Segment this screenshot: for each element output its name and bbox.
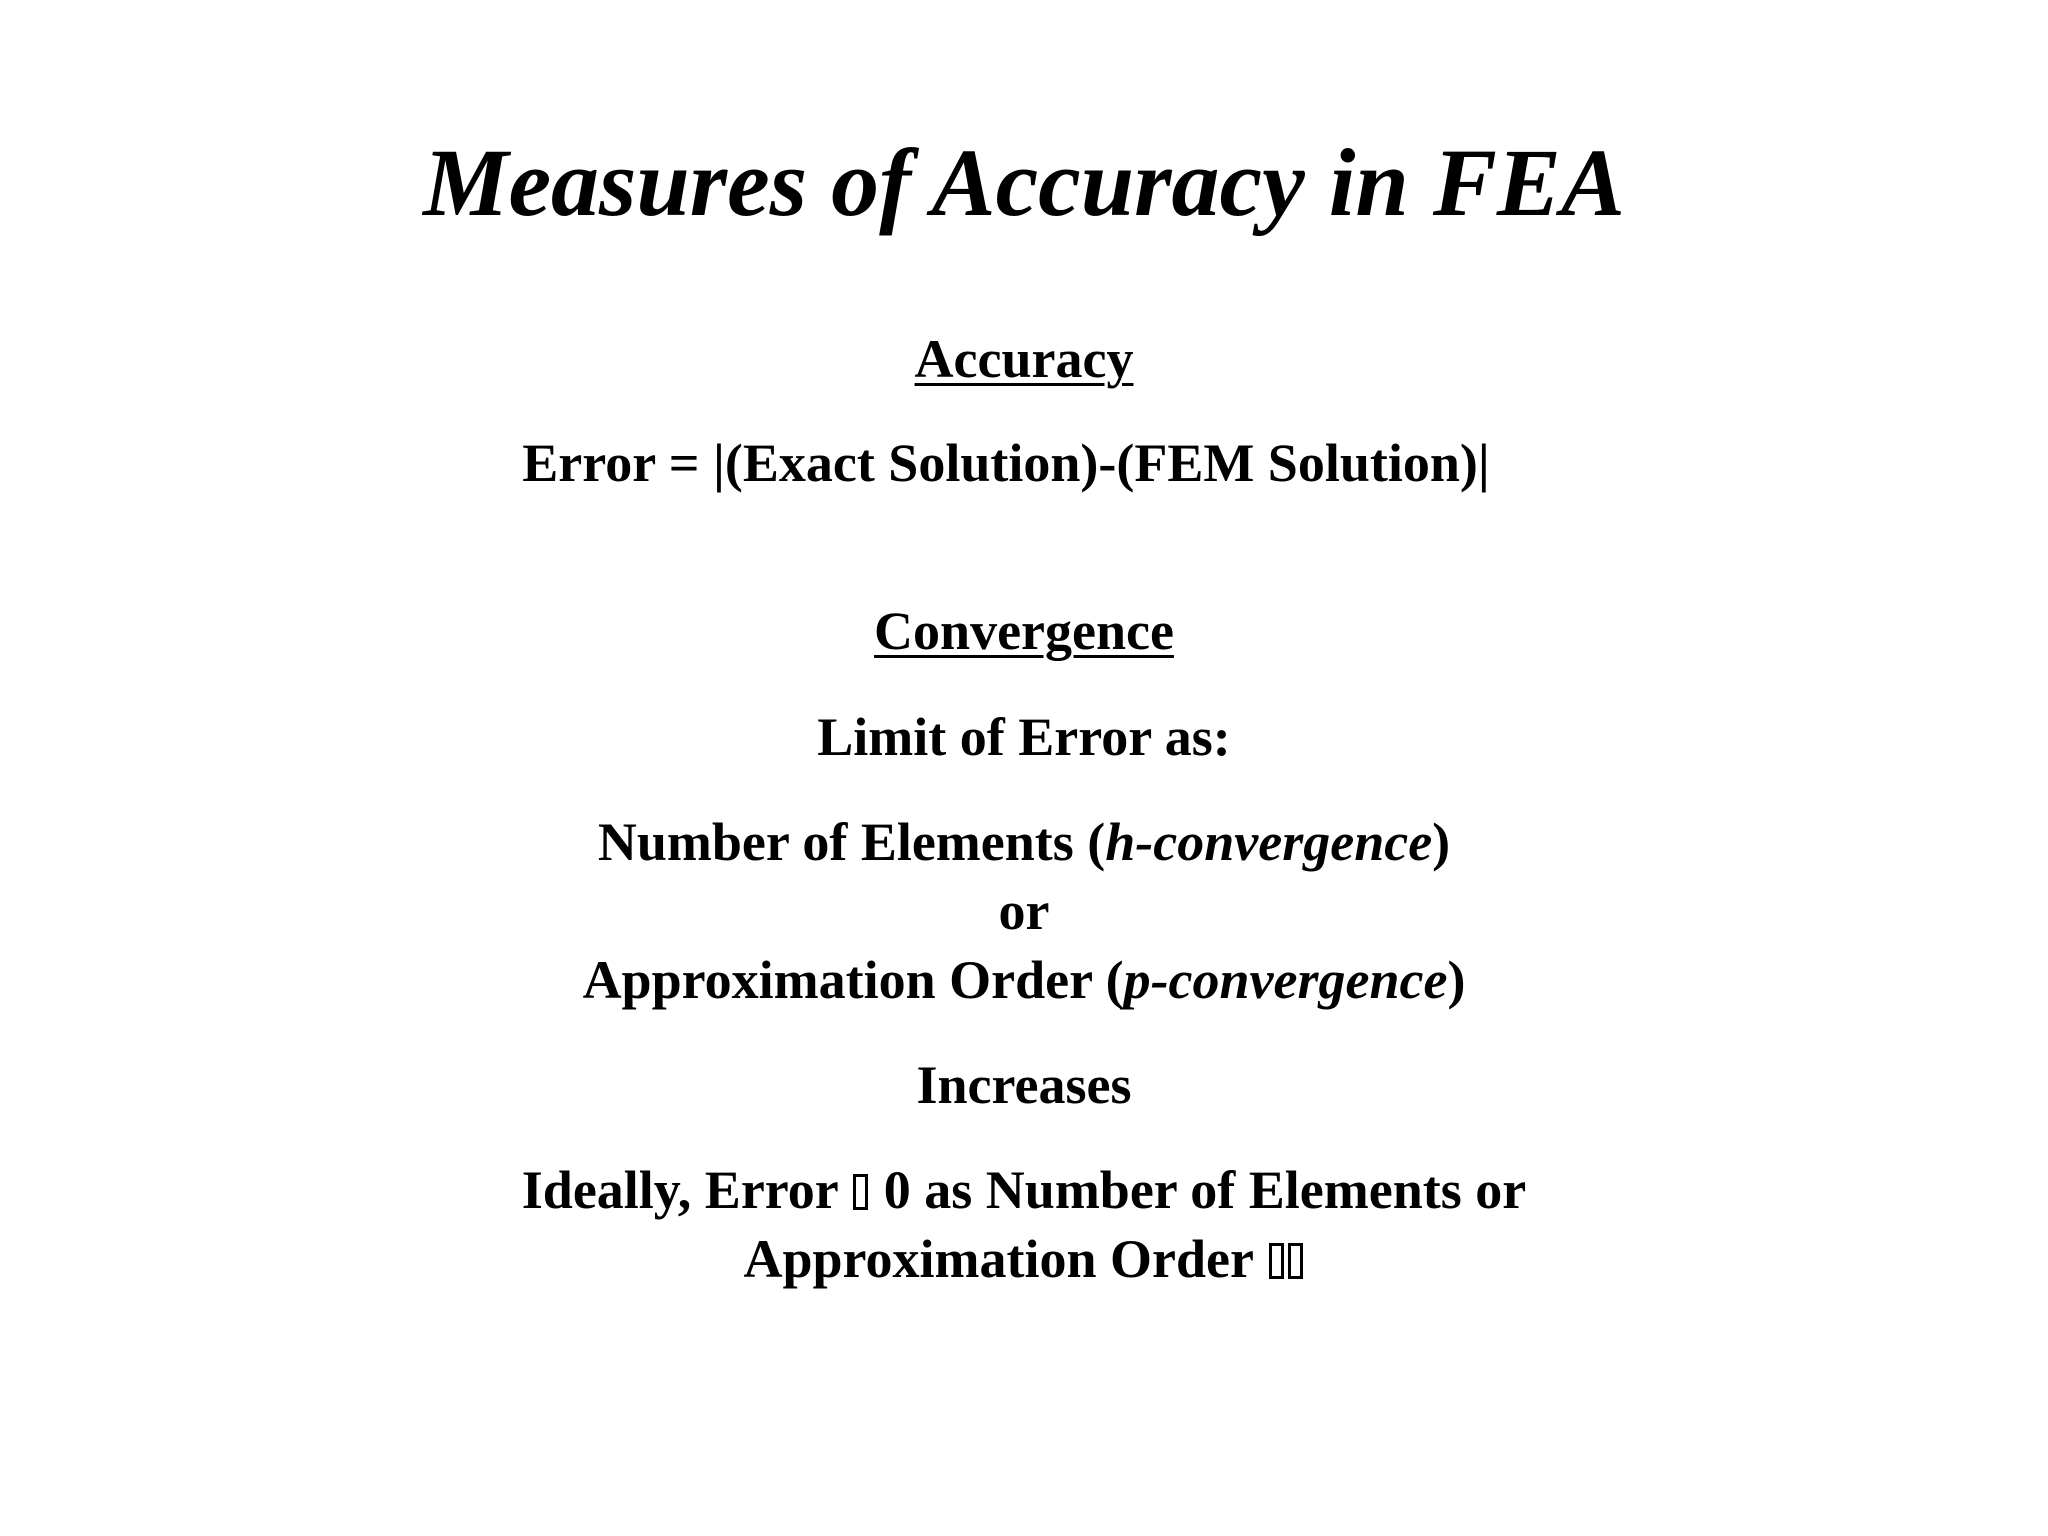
h-convergence-prefix: Number of Elements ( xyxy=(597,812,1106,872)
accuracy-heading-line xyxy=(0,328,2048,390)
ideal-line-2-before: Approximation Order xyxy=(743,1229,1254,1289)
p-convergence-suffix: ) xyxy=(1447,950,1466,1010)
limit-of-error-text: Limit of Error as: xyxy=(817,707,1231,767)
error-formula: Error = |(Exact Solution)-(FEM Solution)| xyxy=(522,433,1490,493)
h-convergence-term: h-convergence xyxy=(1105,812,1433,872)
p-convergence-term: p-convergence xyxy=(1123,950,1448,1010)
convergence-heading: Convergence xyxy=(874,601,1174,661)
missing-glyph-icon xyxy=(1269,1243,1284,1279)
ideal-line-1-after: 0 as Number of Elements or xyxy=(883,1160,1527,1220)
h-convergence-line xyxy=(0,811,2048,873)
increases-text: Increases xyxy=(916,1055,1132,1115)
convergence-heading-line xyxy=(0,600,2048,662)
missing-glyph-icon xyxy=(853,1174,868,1210)
p-convergence-line xyxy=(0,949,2048,1011)
ideal-line-2 xyxy=(0,1228,2048,1290)
missing-glyph-icon xyxy=(1288,1243,1303,1279)
slide-title: Measures of Accuracy in FEA xyxy=(423,129,1625,236)
ideal-line-1 xyxy=(0,1159,2048,1221)
accuracy-heading: Accuracy xyxy=(914,329,1134,389)
or-text: or xyxy=(998,881,1050,941)
h-convergence-suffix: ) xyxy=(1432,812,1451,872)
ideal-line-1-before: Ideally, Error xyxy=(521,1160,838,1220)
p-convergence-prefix: Approximation Order ( xyxy=(582,950,1124,1010)
